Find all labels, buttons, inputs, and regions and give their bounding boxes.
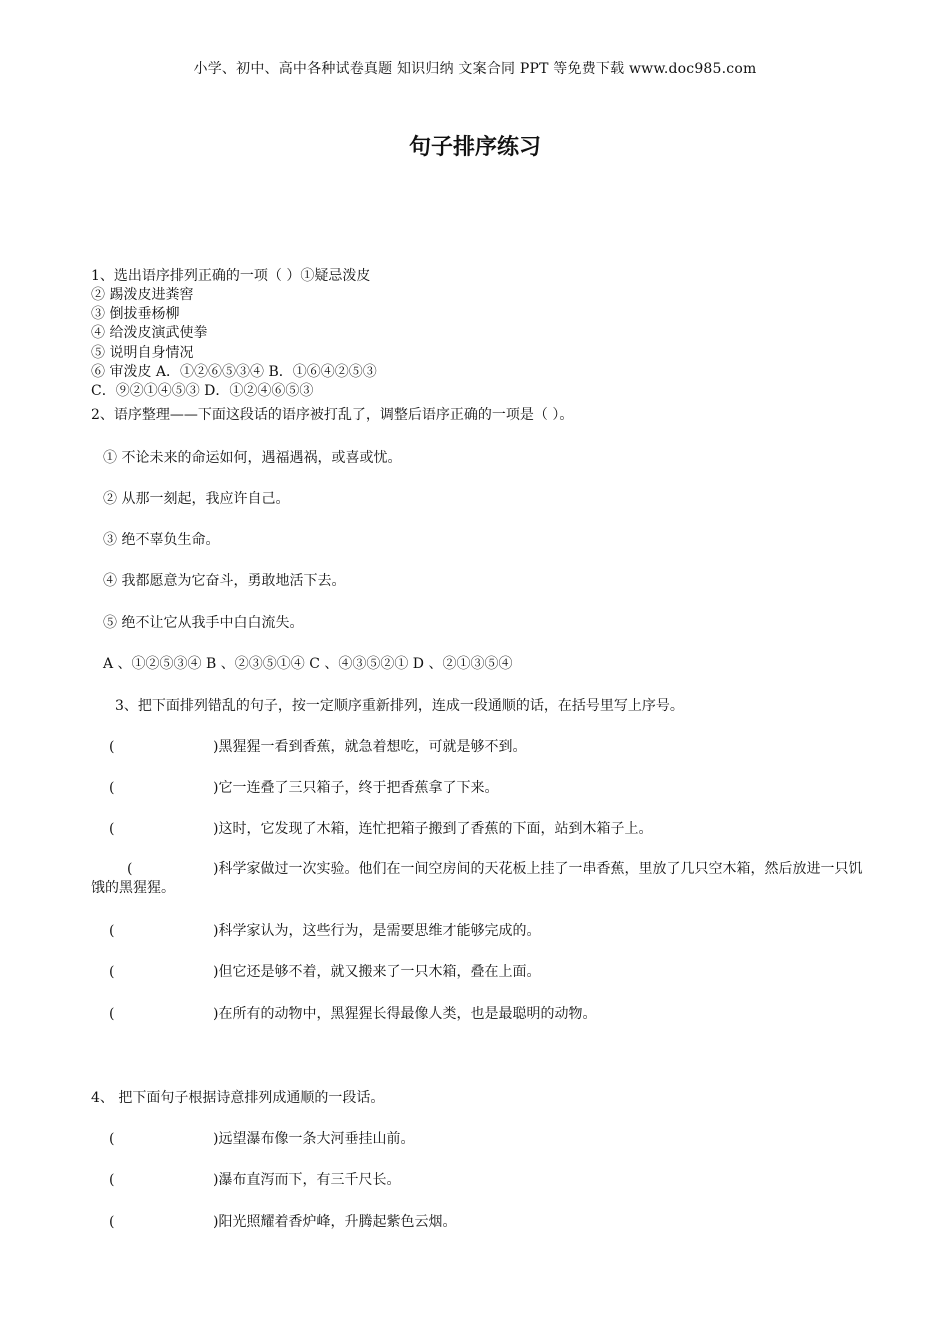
q3-item — [109, 777, 498, 797]
q1-line: ⑥ 审泼皮 A．①②⑥⑤③④ B．①⑥④②⑤③ — [91, 364, 377, 380]
answer-blank[interactable]: ( — [109, 1006, 115, 1022]
answer-blank[interactable]: ( — [109, 739, 115, 755]
q3-item — [109, 818, 652, 838]
answer-blank[interactable]: ( — [109, 1131, 115, 1147]
q4-question: 4、 把下面句子根据诗意排列成通顺的一段话。 — [91, 1090, 385, 1106]
q3-item-text: )科学家做过一次实验。他们在一间空房间的天花板上挂了一串香蕉，里放了几只空木箱，然后放进一只饥饿的黑猩猩。 — [91, 861, 863, 896]
q1-line: ④ 给泼皮演武使拳 — [91, 325, 208, 341]
q3-item — [109, 736, 526, 756]
answer-blank[interactable]: ( — [127, 861, 133, 877]
q1-line: 1、选出语序排列正确的一项（ ）①疑忌泼皮 — [91, 268, 371, 284]
q3-item — [109, 961, 540, 981]
q2-item: ⑤ 绝不让它从我手中白白流失。 — [103, 615, 304, 631]
q1-line: ② 踢泼皮进粪窖 — [91, 287, 194, 303]
q3-item-text: )科学家认为，这些行为，是需要思维才能够完成的。 — [213, 923, 541, 939]
answer-blank[interactable]: ( — [109, 780, 115, 796]
q4-item — [109, 1128, 414, 1148]
q1-line: ③ 倒拔垂杨柳 — [91, 306, 180, 322]
q3-item-text: )但它还是够不着，就又搬来了一只木箱，叠在上面。 — [213, 964, 541, 980]
q3-item — [109, 1003, 596, 1023]
q1-line: C．⑨②①④⑤③ D．①②④⑥⑤③ — [91, 383, 314, 399]
q2-question: 2、语序整理——下面这段话的语序被打乱了，调整后语序正确的一项是（ ）。 — [91, 407, 574, 423]
q3-item-text: )这时，它发现了木箱，连忙把箱子搬到了香蕉的下面，站到木箱子上。 — [213, 821, 653, 837]
q1-line: ⑤ 说明自身情况 — [91, 345, 194, 361]
q4-item — [109, 1169, 400, 1189]
answer-blank[interactable]: ( — [109, 821, 115, 837]
q3-item-text: )在所有的动物中，黑猩猩长得最像人类，也是最聪明的动物。 — [213, 1006, 597, 1022]
q4-item-text: )阳光照耀着香炉峰，升腾起紫色云烟。 — [213, 1214, 457, 1230]
q3-item-text: )它一连叠了三只箱子，终于把香蕉拿了下来。 — [213, 780, 499, 796]
q4-item — [109, 1211, 456, 1231]
answer-blank[interactable]: ( — [109, 1214, 115, 1230]
q2-item: ③ 绝不辜负生命。 — [103, 532, 220, 548]
q2-item: ① 不论未来的命运如何，遇福遇祸，或喜或忧。 — [103, 450, 402, 466]
page-title: 句子排序练习 — [408, 134, 541, 160]
q2-item: ④ 我都愿意为它奋斗，勇敢地活下去。 — [103, 573, 346, 589]
q3-question: 3、把下面排列错乱的句子，按一定顺序重新排列，连成一段通顺的话，在括号里写上序号。 — [115, 698, 684, 714]
q2-item: ② 从那一刻起，我应许自己。 — [103, 491, 290, 507]
page-header: 小学、初中、高中各种试卷真题 知识归纳 文案合同 PPT 等免费下载 www.doc985.com — [193, 61, 757, 77]
answer-blank[interactable]: ( — [109, 964, 115, 980]
q4-item-text: )远望瀑布像一条大河垂挂山前。 — [213, 1131, 415, 1147]
q4-item-text: )瀑布直泻而下，有三千尺长。 — [213, 1172, 401, 1188]
q3-item — [91, 860, 871, 898]
q3-item — [109, 920, 540, 940]
answer-blank[interactable]: ( — [109, 1172, 115, 1188]
answer-blank[interactable]: ( — [109, 923, 115, 939]
q2-options: A 、①②⑤③④ B 、②③⑤①④ C 、④③⑤②① D 、②①③⑤④ — [103, 656, 513, 672]
q3-item-text: )黑猩猩一看到香蕉，就急着想吃，可就是够不到。 — [213, 739, 527, 755]
